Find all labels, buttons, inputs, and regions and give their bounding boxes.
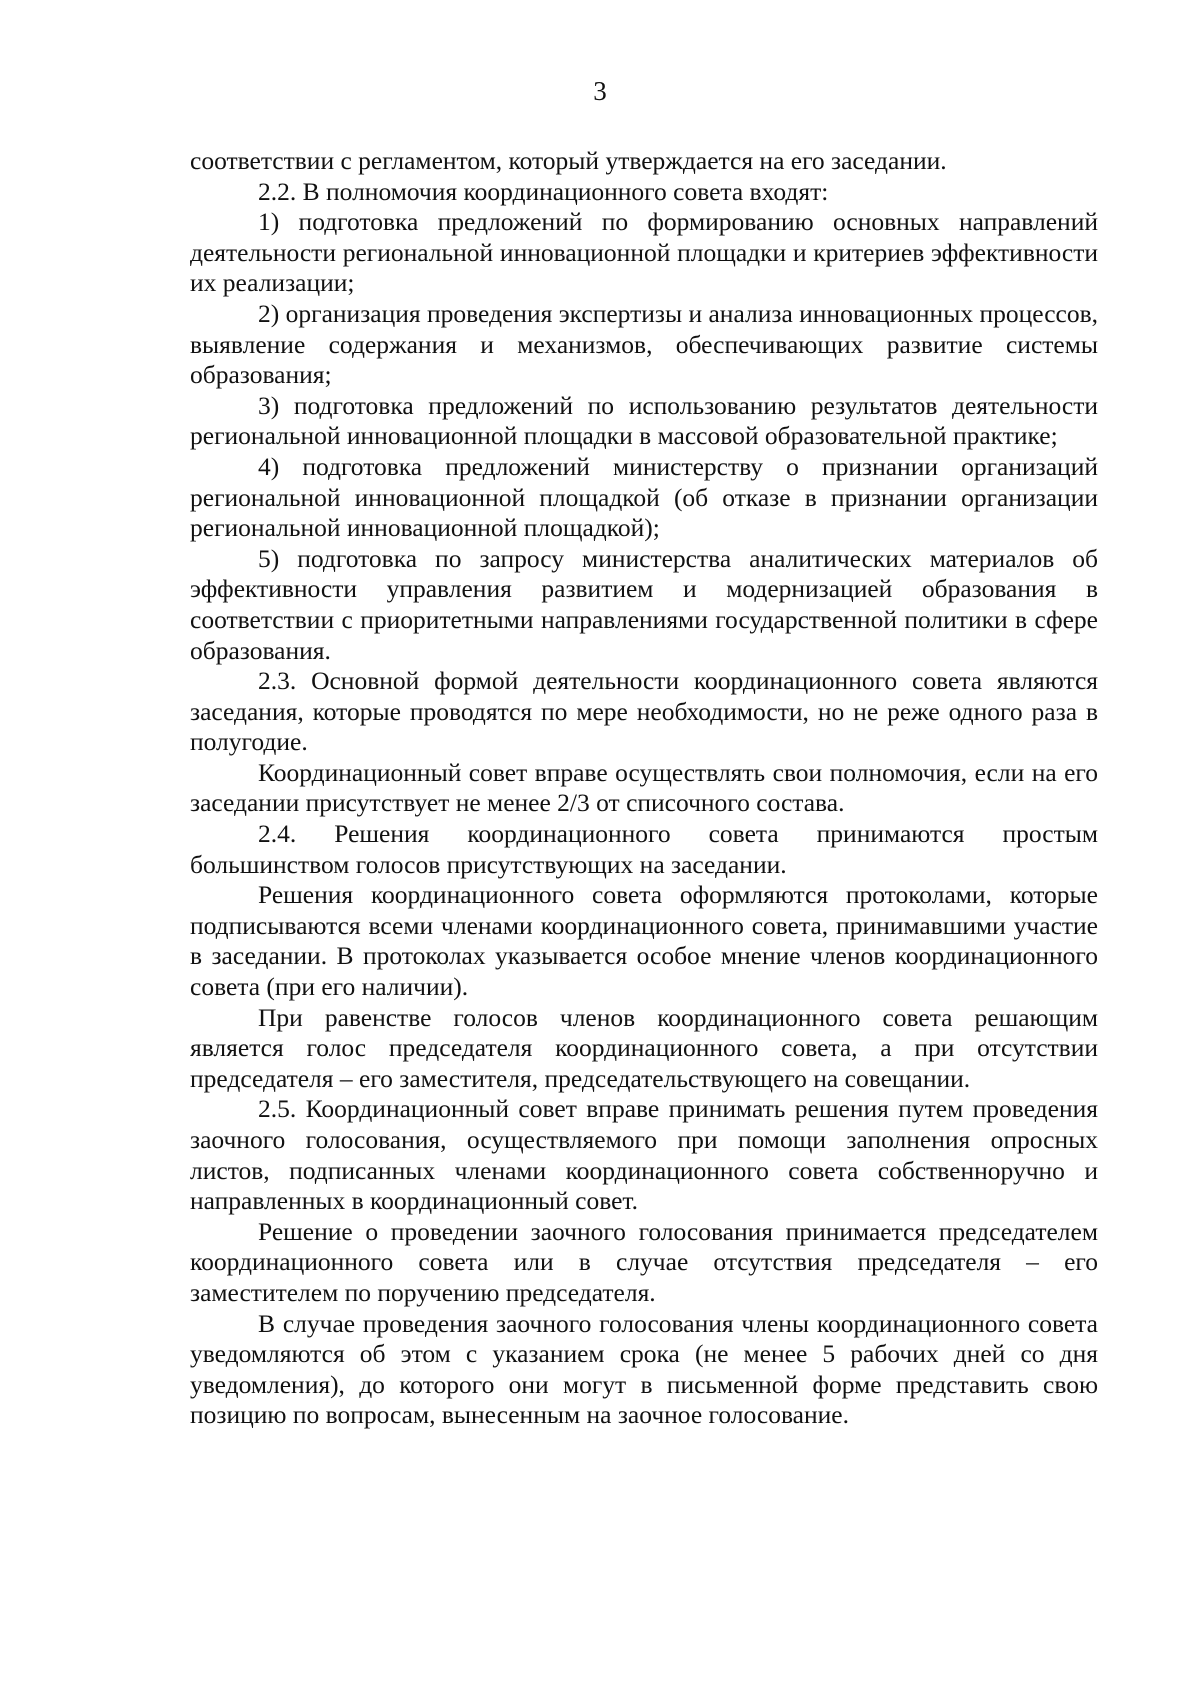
list-item-5: 5) подготовка по запросу министерства аналитических материалов об эффективности управления развитием и модернизацией образования в соответствии с приоритетными направлениями государственной политики в сфере образования. (190, 543, 1098, 665)
document-body (190, 146, 1098, 1431)
list-item-3: 3) подготовка предложений по использованию результатов деятельности региональной инновационной площадки в массовой образовательной практике; (190, 390, 1098, 451)
paragraph-absentee-notification: В случае проведения заочного голосования члены координационного совета уведомляются об этом с указанием срока (не менее 5 рабочих дней со дня уведомления), до которого они могут в письменной форме представить свою позицию по вопросам, вынесенным на заочное голосование. (190, 1308, 1098, 1430)
page-number: 3 (593, 76, 607, 106)
paragraph-regulation-continuation: соответствии с регламентом, который утверждается на его заседании. (190, 146, 947, 175)
paragraph-quorum: Координационный совет вправе осуществлять свои полномочия, если на его заседании присутствует не менее 2/3 от списочного состава. (190, 757, 1098, 818)
paragraph-tie-vote: При равенстве голосов членов координационного совета решающим является голос председателя координационного совета, а при отсутствии председателя – его заместителя, председательствующего на совещании. (190, 1002, 1098, 1093)
list-item-4: 4) подготовка предложений министерству о признании организаций региональной инновационной площадкой (об отказе в признании организации региональной инновационной площадкой); (190, 451, 1098, 543)
paragraph-2-3-meetings: 2.3. Основной формой деятельности координационного совета являются заседания, которые проводятся по мере необходимости, но не реже одного раза в полугодие. (190, 666, 1098, 757)
list-item-1: 1) подготовка предложений по формированию основных направлений деятельности региональной инновационной площадки и критериев эффективности их реализации; (190, 207, 1098, 298)
paragraph-2-4-decisions: 2.4. Решения координационного совета принимаются простым большинством голосов присутствующих на заседании. (190, 819, 1098, 879)
paragraph-protocols: Решения координационного совета оформляются протоколами, которые подписываются всеми членами координационного совета, принимавшими участие в заседании. В протоколах указывается особое мнение членов координационного совета (при его наличии). (190, 880, 1098, 1002)
paragraph-2-5-absentee-voting: 2.5. Координационный совет вправе принимать решения путем проведения заочного голосования, осуществляемого при помощи заполнения опросных листов, подписанных членами координационного совета собственноручно и направленных в координационный совет. (190, 1094, 1098, 1216)
paragraph-2-2-powers-heading: 2.2. В полномочия координационного совета входят: (258, 176, 829, 206)
list-item-2: 2) организация проведения экспертизы и анализа инновационных процессов, выявление содержания и механизмов, обеспечивающих развитие системы образования; (190, 298, 1098, 390)
paragraph-absentee-decision: Решение о проведении заочного голосования принимается председателем координационного совета или в случае отсутствия председателя – его заместителем по поручению председателя. (190, 1216, 1098, 1307)
